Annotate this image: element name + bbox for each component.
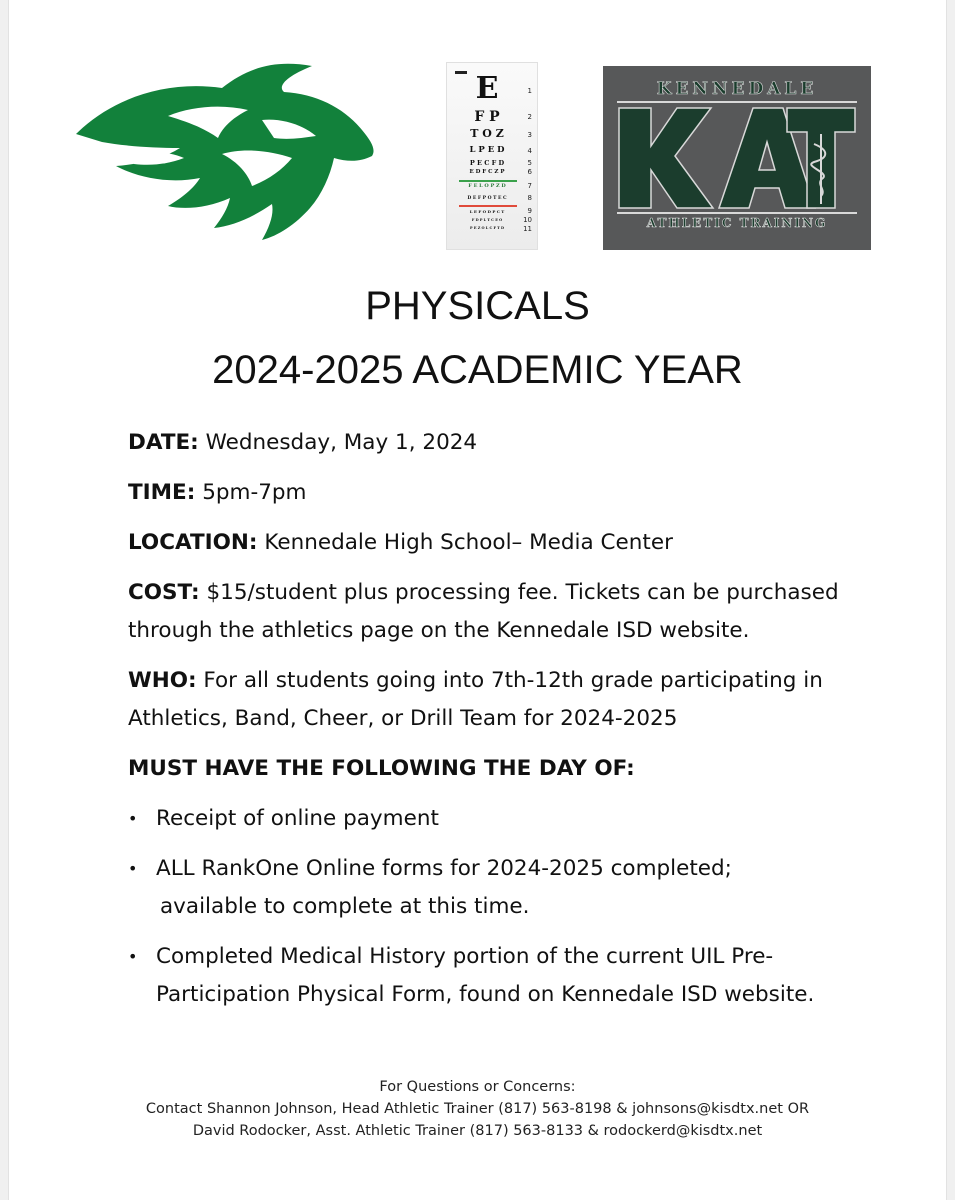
eye-chart-row: T O Z <box>470 127 504 140</box>
eye-chart-num: 8 <box>527 194 532 202</box>
eye-chart-row: P E C F D <box>469 159 505 167</box>
kat-logo-band <box>617 101 857 103</box>
eye-chart-row: P E Z O L C F T D <box>469 226 505 230</box>
eye-chart-row: D E F P O T E C <box>467 196 507 201</box>
eye-chart-green-line <box>459 180 517 182</box>
who-value: For all students going into 7th-12th grade participating in Athletics, Band, Cheer, or Drill Team for 2024-2025 <box>128 668 823 731</box>
location-value: Kennedale High School– Media Center <box>257 530 673 555</box>
eye-chart-num: 5 <box>527 159 532 167</box>
requirement-continuation: available to complete at this time. <box>160 894 530 919</box>
requirement-item <box>128 800 868 838</box>
time-label: TIME: <box>128 480 196 505</box>
eye-chart-row: L P E D <box>469 145 505 155</box>
kat-logo-top-text: KENNEDALE <box>656 79 818 99</box>
footer-contact-1: Contact Shannon Johnson, Head Athletic Trainer (817) 563-8198 & johnsons@kisdtx.net OR <box>145 1101 810 1117</box>
page-edge-right <box>946 0 955 1200</box>
bullet-icon: • <box>128 947 138 966</box>
page-title: PHYSICALS <box>365 284 590 328</box>
cost-value: $15/student plus processing fee. Tickets can be purchased through the athletics page on the Kennedale ISD website. <box>128 580 839 643</box>
bullet-icon: • <box>128 859 138 878</box>
kat-logo-bottom-text: ATHLETIC TRAINING <box>646 216 828 230</box>
eye-chart-icon <box>446 62 538 250</box>
footer-heading: For Questions or Concerns: <box>379 1079 576 1095</box>
time-value: 5pm-7pm <box>195 480 307 505</box>
who-label: WHO: <box>128 668 197 693</box>
eye-chart-num: 3 <box>527 131 532 139</box>
requirements-list <box>128 800 868 1014</box>
contact-footer <box>0 1076 955 1142</box>
location-label: LOCATION: <box>128 530 258 555</box>
eye-chart-num: 2 <box>527 113 532 121</box>
page-edge-left <box>0 0 9 1200</box>
footer-contact-2: David Rodocker, Asst. Athletic Trainer (817) 563-8133 & rodockerd@kisdtx.net <box>192 1123 763 1139</box>
eye-chart-row: L E F O D P C T <box>469 209 505 214</box>
requirements-heading: MUST HAVE THE FOLLOWING THE DAY OF: <box>128 756 635 781</box>
eye-chart-num: 6 <box>527 168 532 176</box>
cost-label: COST: <box>128 580 200 605</box>
eye-chart-red-line <box>459 205 517 207</box>
date-line <box>128 424 868 462</box>
eye-chart-num: 11 <box>523 225 532 233</box>
eye-chart-num: 4 <box>527 147 532 155</box>
eye-chart-row: F D P L T C E O <box>471 218 503 222</box>
physicals-details <box>128 424 868 1026</box>
eye-chart-row: E D F C Z P <box>469 169 505 175</box>
kat-logo-band <box>617 212 857 214</box>
eye-chart-row: E <box>475 71 499 106</box>
requirement-item <box>128 938 868 1014</box>
eye-chart-num: 1 <box>527 87 532 95</box>
eye-chart-row: F P <box>474 109 500 125</box>
location-line <box>128 524 868 562</box>
requirement-text: Receipt of online payment <box>156 806 439 831</box>
requirement-text: Completed Medical History portion of the current UIL Pre-Participation Physical Form, found on Kennedale ISD website. <box>156 944 815 1007</box>
cost-line <box>128 574 868 650</box>
date-value: Wednesday, May 1, 2024 <box>198 430 478 455</box>
eye-chart-row: F E L O P Z D <box>468 183 506 189</box>
kat-athletic-training-logo <box>603 66 871 250</box>
kat-logo-mark-icon <box>617 104 857 212</box>
date-label: DATE: <box>128 430 199 455</box>
eye-chart-num: 7 <box>527 182 532 190</box>
bullet-icon: • <box>128 809 138 828</box>
who-line <box>128 662 868 738</box>
eye-chart-num: 10 <box>523 216 532 224</box>
time-line <box>128 474 868 512</box>
requirement-text: ALL RankOne Online forms for 2024-2025 completed; <box>156 856 732 881</box>
page-subtitle: 2024-2025 ACADEMIC YEAR <box>212 348 743 392</box>
cat-logo-icon <box>72 58 378 243</box>
requirement-item <box>128 850 868 926</box>
eye-chart-num: 9 <box>527 207 532 215</box>
